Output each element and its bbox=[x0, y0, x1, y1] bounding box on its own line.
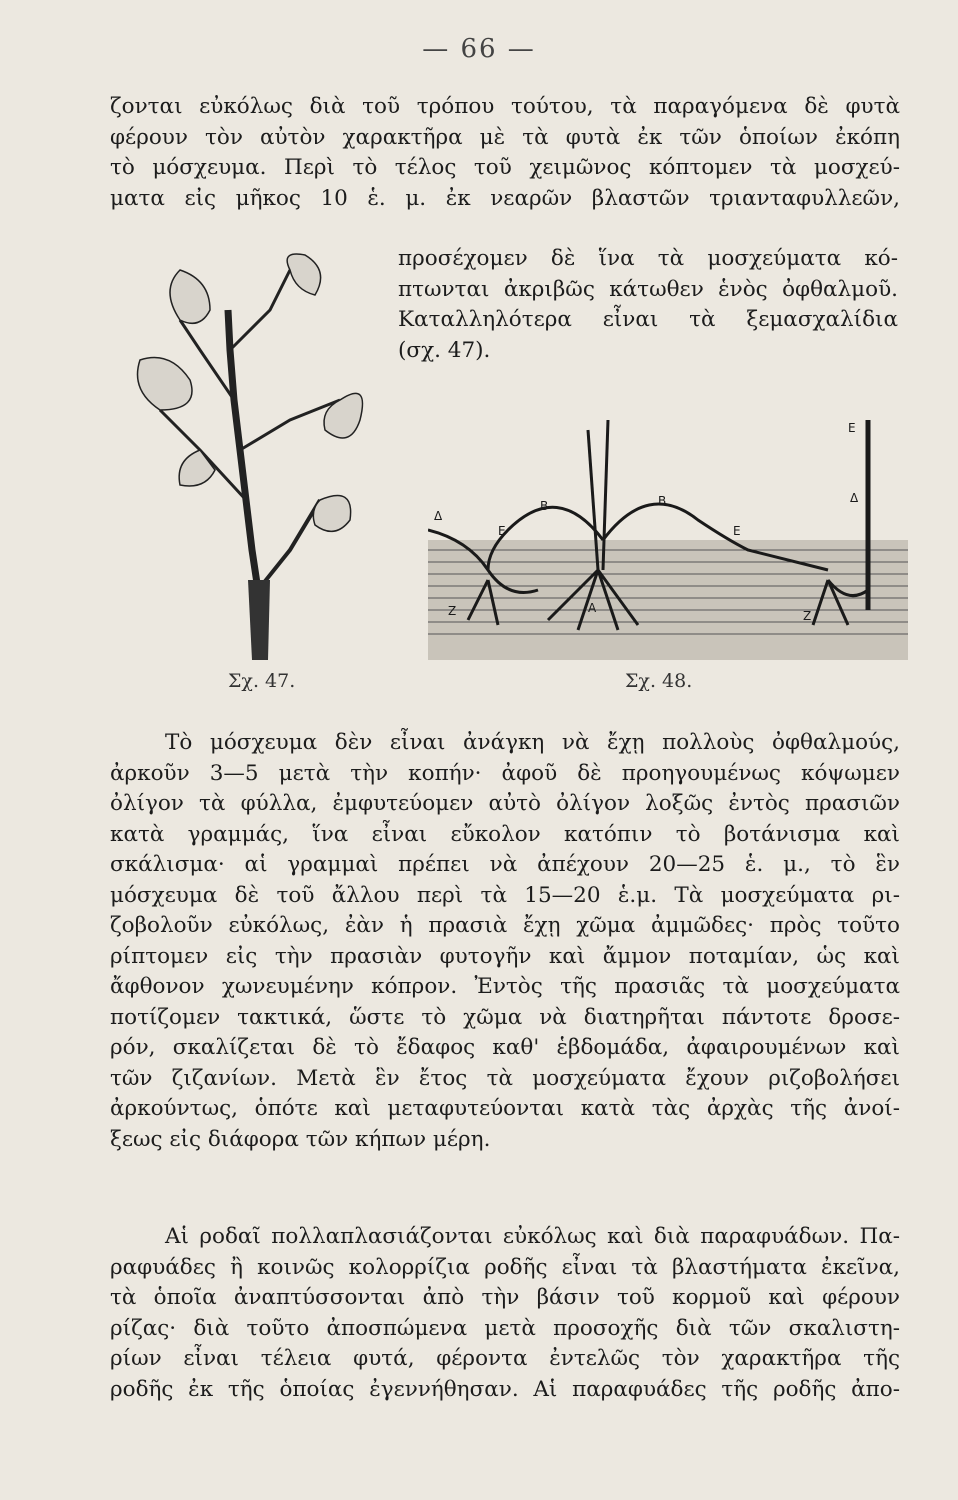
paragraph-3 bbox=[110, 1222, 900, 1405]
text-line: τὰ ὁποῖα ἀναπτύσσονται ἀπὸ τὴν βάσιν τοῦ κορμοῦ καὶ φέρουν bbox=[110, 1285, 900, 1310]
text-line: ἄφθονον χωνευμένην κόπρον. Ἐντὸς τῆς πρασιᾶς τὰ μοσχεύματα bbox=[110, 974, 900, 999]
text-line: σκάλισμα· αἱ γραμμαὶ πρέπει νὰ ἀπέχουν 20—25 ἑ. μ., τὸ ἓν bbox=[110, 852, 900, 877]
text-line: ὀλίγον τὰ φύλλα, ἐμφυτεύομεν αὐτὸ ὀλίγον λοξῶς ἐντὸς πρασιῶν bbox=[110, 791, 900, 816]
text-line: Τὸ μόσχευμα δὲν εἶναι ἀνάγκη νὰ ἔχῃ πολλοὺς ὀφθαλμούς, bbox=[165, 730, 900, 755]
text-line: ματα εἰς μῆκος 10 ἑ. μ. ἐκ νεαρῶν βλαστῶν τριανταφυλλεῶν, bbox=[110, 185, 900, 211]
label-epsilon-top: Ε bbox=[848, 421, 856, 435]
text-line: ζοβολοῦν εὐκόλως, ἐὰν ἡ πρασιὰ ἔχῃ χῶμα ἀμμῶδες· πρὸς τοῦτο bbox=[110, 913, 900, 938]
text-line: Αἱ ροδαῖ πολλαπλασιάζονται εὐκόλως καὶ διὰ παραφυάδων. Πα- bbox=[165, 1224, 900, 1249]
text-line: τῶν ζιζανίων. Μετὰ ἓν ἔτος τὰ μοσχεύματα ἔχουν ριζοβολήσει bbox=[110, 1065, 900, 1091]
label-epsilon-mid: Ε bbox=[733, 524, 741, 538]
label-delta-right: Δ bbox=[850, 491, 859, 505]
figure-48-caption: Σχ. 48. bbox=[625, 670, 693, 692]
text-line: ποτίζομεν τακτικά, ὥστε τὸ χῶμα νὰ διατηρῆται πάντοτε δροσε- bbox=[110, 1004, 900, 1030]
page-number: — 66 — bbox=[422, 34, 536, 64]
paragraph-2 bbox=[110, 728, 900, 1155]
text-line: ρίπτομεν εἰς τὴν πρασιὰν φυτογῆν καὶ ἄμμον ποταμίαν, ὡς καὶ bbox=[110, 943, 900, 969]
text-line: προσέχομεν δὲ ἵνα τὰ μοσχεύματα κό- bbox=[398, 246, 898, 271]
text-line: Καταλληλότερα εἶναι τὰ ξεμασχαλίδια bbox=[398, 307, 898, 332]
text-line: (σχ. 47). bbox=[398, 337, 491, 363]
label-alpha: Α bbox=[588, 601, 597, 615]
text-line: ρίων εἶναι τέλεια φυτά, φέροντα ἐντελῶς τὸν χαρακτῆρα τῆς bbox=[110, 1346, 900, 1371]
text-line: τὸ μόσχευμα. Περὶ τὸ τέλος τοῦ χειμῶνος κόπτομεν τὰ μοσχεύ- bbox=[110, 155, 900, 180]
label-b-left: Β bbox=[540, 499, 549, 513]
label-b-right: Β bbox=[658, 494, 667, 508]
text-line: κατὰ γραμμάς, ἵνα εἶναι εὔκολον κατόπιν τὸ βοτάνισμα καὶ bbox=[110, 821, 900, 847]
text-line: πτωνται ἀκριβῶς κάτωθεν ἑνὸς ὀφθαλμοῦ. bbox=[398, 276, 898, 302]
text-line: ζονται εὐκόλως διὰ τοῦ τρόπου τούτου, τὰ παραγόμενα δὲ φυτὰ bbox=[110, 94, 900, 119]
text-line: ραφυάδες ἢ κοινῶς κολορρίζια ροδῆς εἶναι τὰ βλαστήματα ἐκεῖνα, bbox=[110, 1254, 900, 1280]
paragraph-1-wrap bbox=[398, 244, 898, 366]
text-line: ἀρκοῦν 3—5 μετὰ τὴν κοπήν· ἀφοῦ δὲ προηγουμένως κόψωμεν bbox=[110, 760, 900, 786]
figure-47-rose-cutting-illustration bbox=[120, 250, 380, 670]
label-epsilon-left: Ε bbox=[498, 524, 506, 538]
text-line: ἀρκούντως, ὁπότε καὶ μεταφυτεύονται κατὰ τὰς ἀρχὰς τῆς ἀνοί- bbox=[110, 1096, 900, 1121]
label-zeta-right: Ζ bbox=[803, 609, 812, 623]
paragraph-1 bbox=[110, 92, 900, 214]
label-delta-left: Δ bbox=[434, 509, 443, 523]
figure-47-caption: Σχ. 47. bbox=[228, 670, 296, 692]
text-line: ροδῆς ἐκ τῆς ὁποίας ἐγεννήθησαν. Αἱ παραφυάδες τῆς ροδῆς ἀπο- bbox=[110, 1376, 900, 1402]
text-line: ξεως εἰς διάφορα τῶν κήπων μέρη. bbox=[110, 1126, 491, 1152]
figure-48-layering-diagram bbox=[428, 390, 908, 660]
text-line: ρίζας· διὰ τοῦτο ἀποσπώμενα μετὰ προσοχῆς διὰ τῶν σκαλιστη- bbox=[110, 1315, 900, 1341]
label-zeta-left: Ζ bbox=[448, 604, 457, 618]
text-line: ρόν, σκαλίζεται δὲ τὸ ἔδαφος καθ' ἑβδομάδα, ἀφαιρουμένων καὶ bbox=[110, 1035, 900, 1060]
text-line: φέρουν τὸν αὐτὸν χαρακτῆρα μὲ τὰ φυτὰ ἐκ τῶν ὁποίων ἐκόπη bbox=[110, 124, 900, 150]
text-line: μόσχευμα δὲ τοῦ ἄλλου περὶ τὰ 15—20 ἑ.μ. Τὰ μοσχεύματα ρι- bbox=[110, 882, 900, 908]
